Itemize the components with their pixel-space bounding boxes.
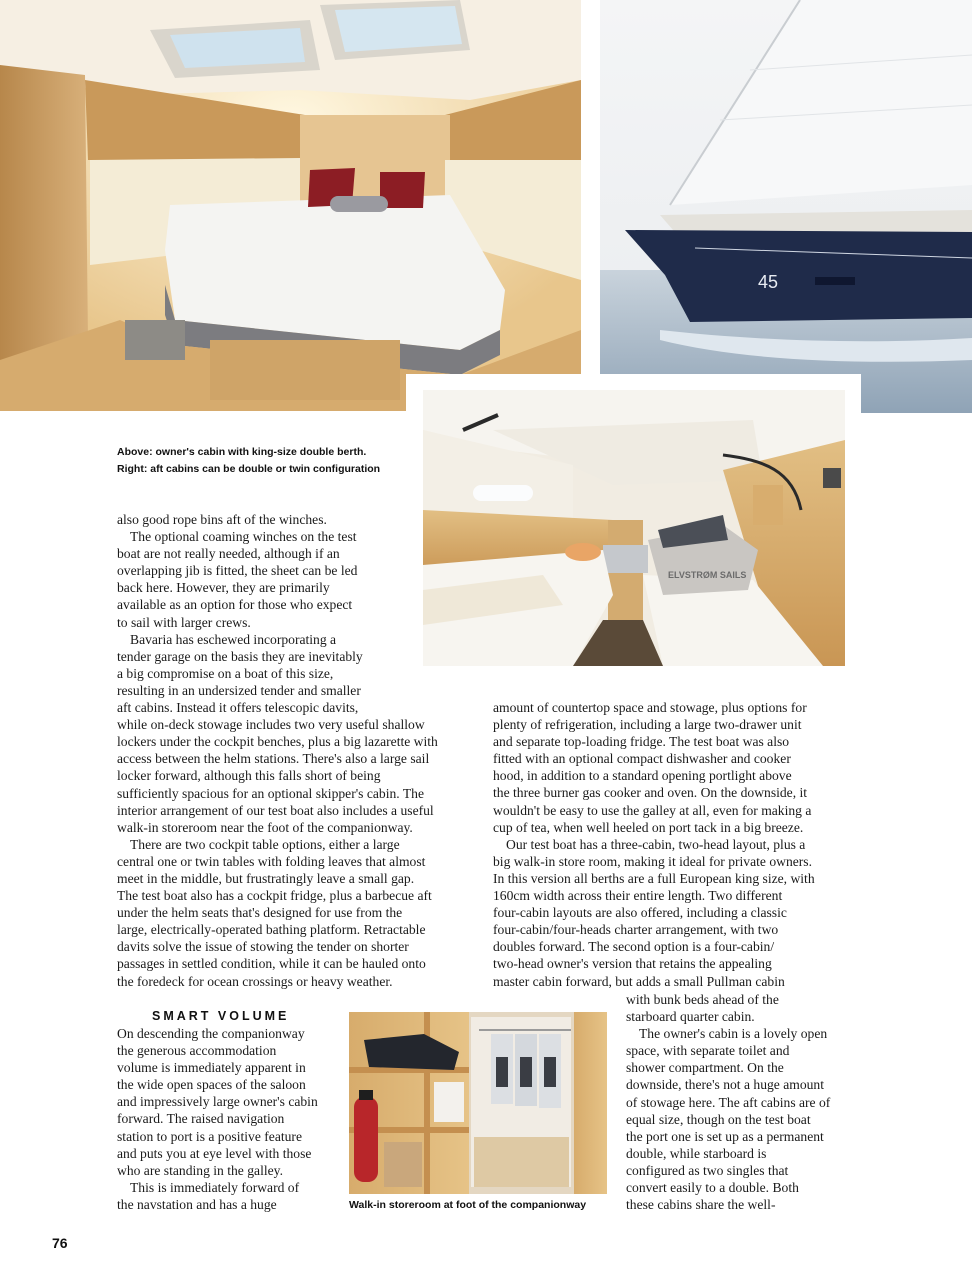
text-line: starboard quarter cabin. [626,1009,755,1025]
text-line: equal size, though on the test boat [626,1111,811,1127]
text-line: fitted with an optional compact dishwasher and cooker [493,751,791,767]
text-line: who are standing in the galley. [117,1162,283,1178]
text-line: downside, there's not a huge amount [626,1077,825,1093]
storeroom-caption: Walk-in storeroom at foot of the companionway [349,1199,587,1211]
text-line: walk-in storeroom near the foot of the companionway. [117,819,413,835]
text-line: locker forward, although this falls short of being [117,768,381,784]
text-line: while on-deck stowage includes two very useful shallow [117,717,425,733]
text-line: the navstation and has a huge [117,1196,277,1212]
text-line: davits solve the issue of stowing the tender on shorter [117,939,409,955]
text-line: back here. However, they are primarily [117,580,330,596]
text-line: big walk-in store room, making it ideal for private owners. [493,853,812,869]
text-line: boat are not really needed, although if an [117,546,340,562]
text-line: master cabin forward, but adds a small Pullman cabin [493,973,785,989]
text-line: The owner's cabin is a lovely open [639,1026,828,1042]
text-line: The test boat also has a cockpit fridge, plus a barbecue aft [117,888,432,904]
yacht-under-sail-photo [600,0,972,413]
body-text-smart-volume-column [117,1025,347,1213]
text-line: also good rope bins aft of the winches. [117,512,327,527]
section-heading: SMART VOLUME [152,1009,290,1023]
text-line: forward. The raised navigation [117,1111,285,1127]
text-line: the wide open spaces of the saloon [117,1077,306,1093]
text-line: Our test boat has a three-cabin, two-head layout, plus a [506,836,806,852]
text-line: the foredeck for ocean crossings or heavy weather. [117,973,393,989]
text-line: to sail with larger crews. [117,614,251,630]
text-line: aft cabins. Instead it offers telescopic davits, [117,700,359,716]
text-line: doubles forward. The second option is a four-cabin/ [493,939,775,955]
text-line: In this version all berths are a full European king size, with [493,870,815,886]
storeroom-photo [349,1012,607,1194]
text-line: Bavaria has eschewed incorporating a [130,631,337,647]
text-line: passages in settled condition, while it can be hauled onto [117,956,426,972]
text-line: configured as two singles that [626,1162,789,1178]
hull-model-number: 45 [758,272,779,292]
photo-caption-top [117,444,380,478]
text-line: volume is immediately apparent in [117,1060,306,1076]
text-line: overlapping jib is fitted, the sheet can be led [117,563,358,579]
page-number: 76 [52,1235,68,1251]
text-line: the port one is set up as a permanent [626,1128,824,1144]
text-line: these cabins share the well- [626,1197,776,1213]
text-line: and separate top-loading fridge. The test boat was also [493,734,790,750]
text-line: tender garage on the basis they are inevitably [117,648,363,664]
text-line: and impressively large owner's cabin [117,1094,318,1110]
text-line: central one or twin tables with folding leaves that almost [117,853,426,869]
text-line: lockers under the cockpit benches, plus a big lazarette with [117,734,438,750]
text-line: the three burner gas cooker and oven. On the downside, it [493,785,808,801]
text-line: with bunk beds ahead of the [626,992,779,1007]
text-line: access between the helm stations. There's also a large sail [117,751,430,767]
text-line: of stowage here. The aft cabins are of [626,1094,831,1110]
text-line: space, with separate toilet and [626,1043,790,1059]
sail-bag-label: ELVSTRØM SAILS [668,570,747,580]
text-line: This is immediately forward of [130,1179,300,1195]
text-line: double, while starboard is [626,1145,767,1161]
text-line: the generous accommodation [117,1043,277,1059]
text-line: interior arrangement of our test boat also includes a useful [117,802,434,818]
text-line: On descending the companionway [117,1026,305,1041]
text-line: large, electrically-operated bathing platform. Retractable [117,922,426,938]
body-text-left-column [117,511,477,990]
text-line: There are two cockpit table options, either a large [130,836,400,852]
caption-line-aft-cabins: Right: aft cabins can be double or twin configuration [117,463,381,475]
text-line: The optional coaming winches on the test [130,529,357,545]
text-line: two-head owner's version that retains the appealing [493,956,772,972]
caption-line-owners-cabin: Above: owner's cabin with king-size double berth. [117,446,367,458]
text-line: 160cm width across their entire length. Two different [493,888,783,904]
text-line: resulting in an undersized tender and smaller [117,682,361,698]
text-line: plenty of refrigeration, including a large two-drawer unit [493,717,802,733]
text-line: cup of tea, when well heeled on port tack in a big breeze. [493,819,804,835]
text-line: wouldn't be easy to use the galley at all, even for making a [493,802,812,818]
text-line: available as an option for those who expect [117,597,353,613]
text-line: shower compartment. On the [626,1060,784,1076]
text-line: convert easily to a double. Both [626,1180,799,1196]
text-line: and puts you at eye level with those [117,1145,312,1161]
body-text-narrow-right-column [626,991,856,1213]
text-line: sufficiently spacious for an optional skipper's cabin. The [117,785,424,801]
text-line: four-cabin/four-heads charter arrangement, with two [493,922,779,938]
text-line: a big compromise on a boat of this size, [117,665,334,681]
text-line: hood, in addition to a standard opening portlight above [493,768,792,784]
body-text-right-column [493,699,853,990]
text-line: four-cabin layouts are also offered, including a classic [493,905,787,921]
text-line: meet in the middle, but frustratingly leave a small gap. [117,870,415,886]
text-line: station to port is a positive feature [117,1128,302,1144]
text-line: amount of countertop space and stowage, plus options for [493,700,807,715]
text-line: under the helm seats that's designed for use from the [117,905,403,921]
aft-cabin-photo [423,390,845,666]
owners-cabin-photo [0,0,581,411]
